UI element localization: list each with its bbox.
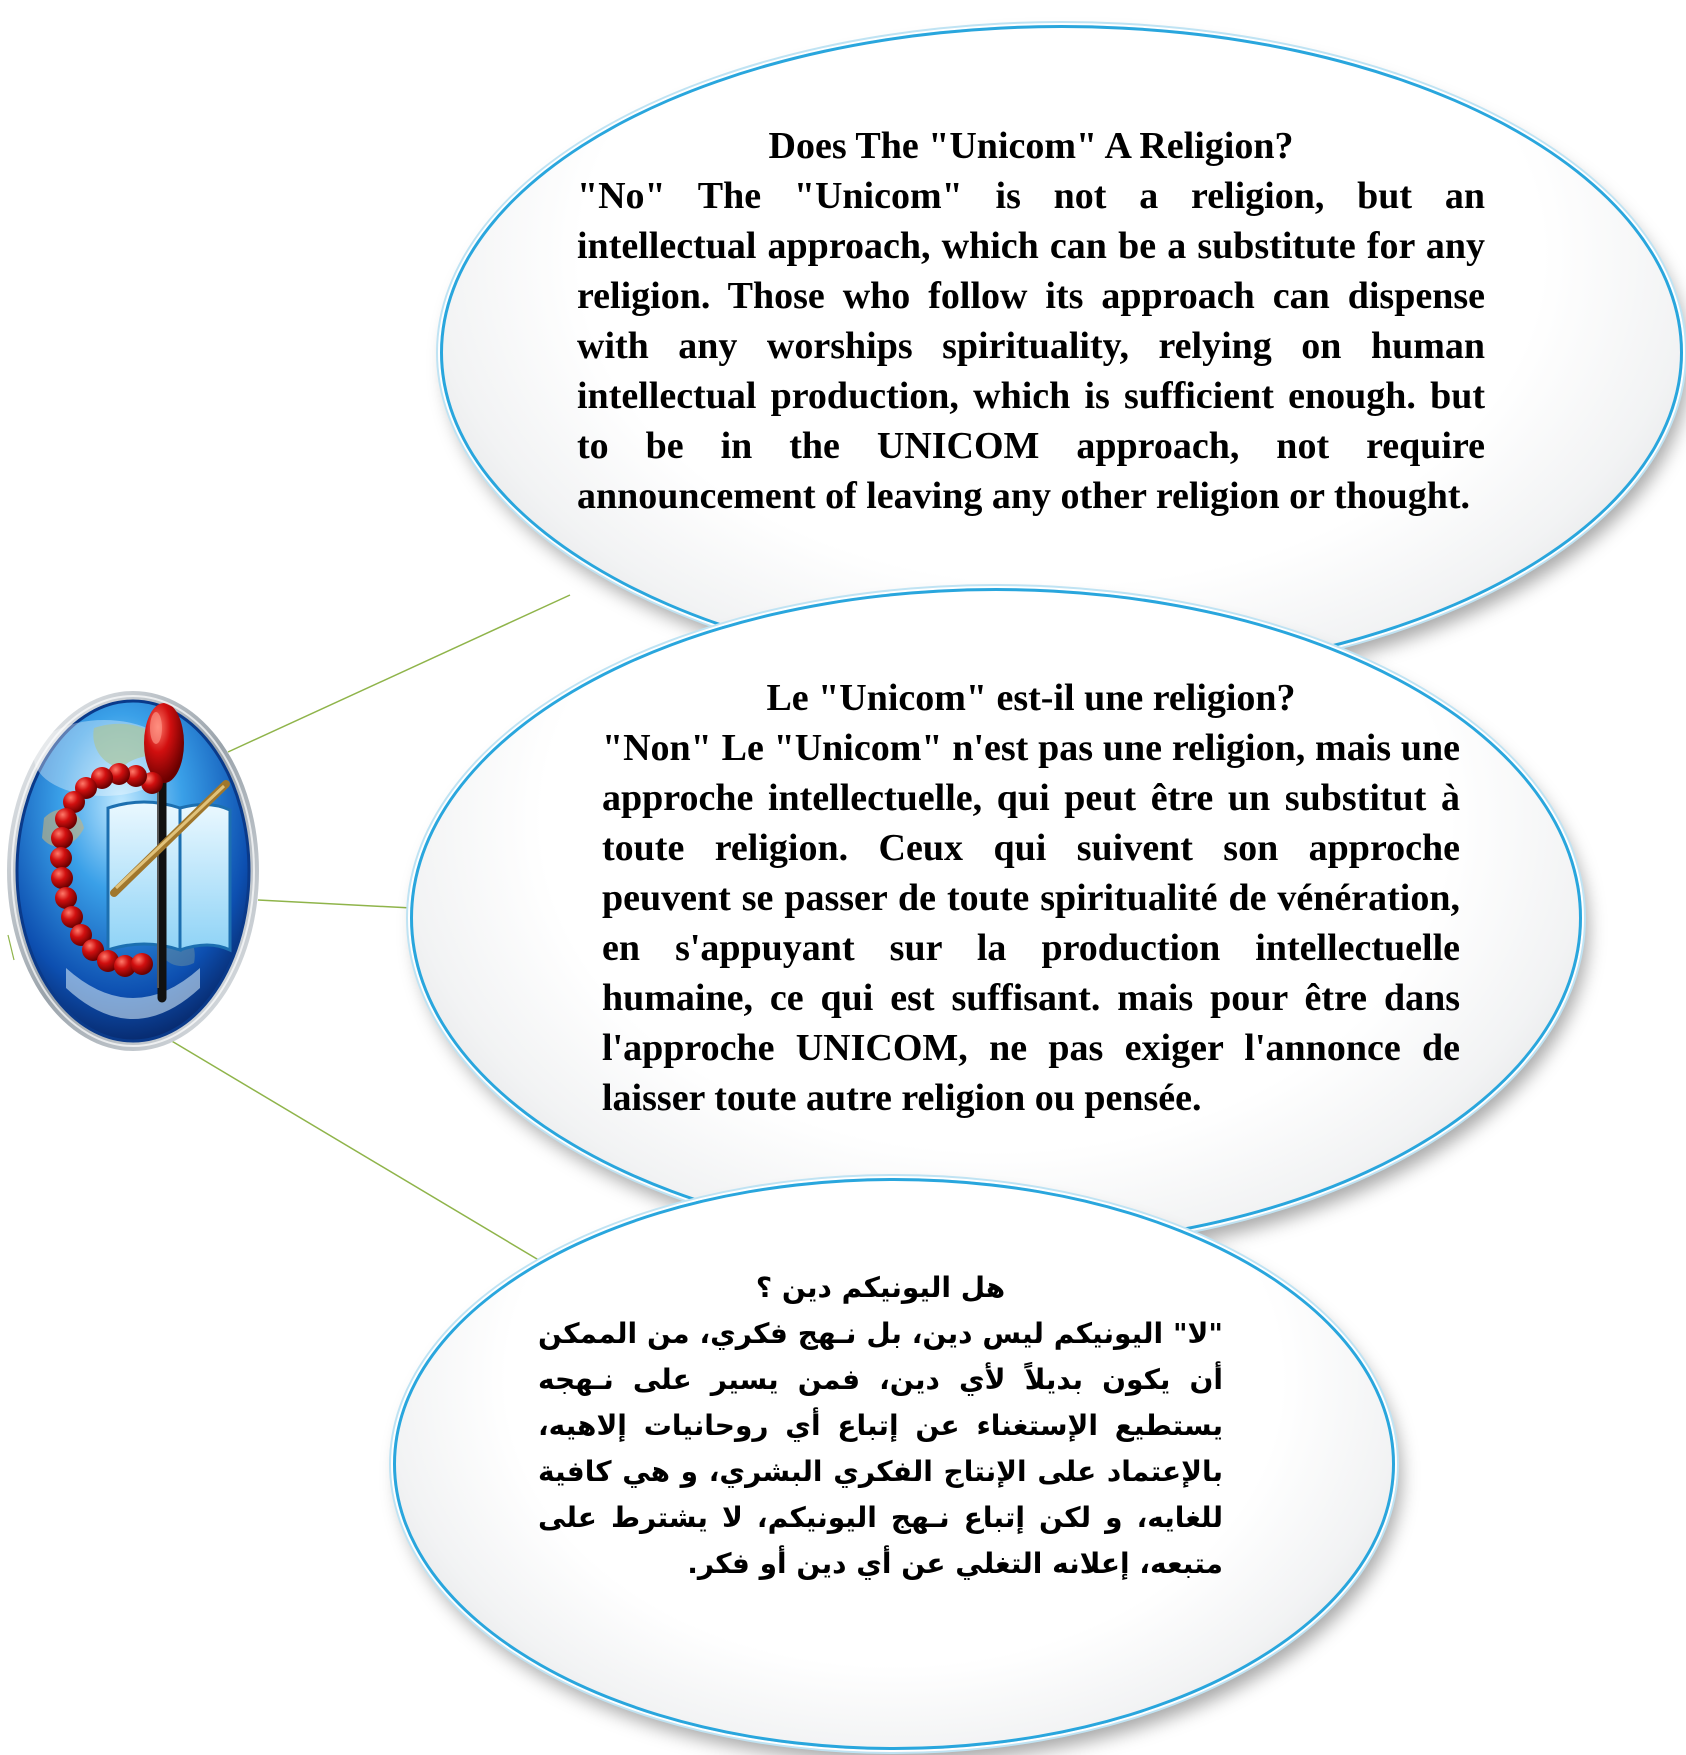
arabic-text-block: [538, 1265, 1223, 1587]
french-answer-body: "Non" Le "Unicom" n'est pas une religion, mais une approche intellectuelle, qui peut être un substitut à toute religion. Ceux qui suivent son approche peuvent se passer de toute spiritualité de vénération, en s'appuyant sur la production intellectuelle humaine, ce qui est suffisant. mais pour être dans l'approche UNICOM, ne pas exiger l'annonce de laisser toute autre religion ou pensée.: [602, 727, 1460, 1119]
french-text-block: [602, 673, 1460, 1123]
arabic-answer-body: "لا" اليونيكم ليس دين، بل نـهج فكري، من الممكن أن يكون بديلاً لأي دين، فمن يسير على نـهجه يستطيع الإستغناء عن إتباع أي روحانيات إلاهيه، بالإعتماد على الإنتاج الفكري البشري، و هي كافية للغايه، و لكن إتباع نـهج اليونيكم، لا يشترط على متبعه، إعلانه التغلي عن أي دين أو فكر.: [538, 1317, 1223, 1580]
english-text-block: [577, 121, 1485, 521]
english-answer-body: "No" The "Unicom" is not a religion, but an intellectual approach, which can be a substitute for any religion. Those who follow its approach can dispense with any worships spirituality, relying on human intellectual production, which is sufficient enough. but to be in the UNICOM approach, not require announcement of leaving any other religion or thought.: [577, 175, 1485, 517]
french-question-title: Le "Unicom" est-il une religion?: [766, 677, 1296, 719]
connector-to-french: [258, 900, 412, 908]
arabic-question-title: هل اليونيكم دين ؟: [755, 1271, 1006, 1304]
unicom-logo-icon: [4, 688, 262, 1054]
english-question-title: Does The "Unicom" A Religion?: [768, 125, 1294, 167]
